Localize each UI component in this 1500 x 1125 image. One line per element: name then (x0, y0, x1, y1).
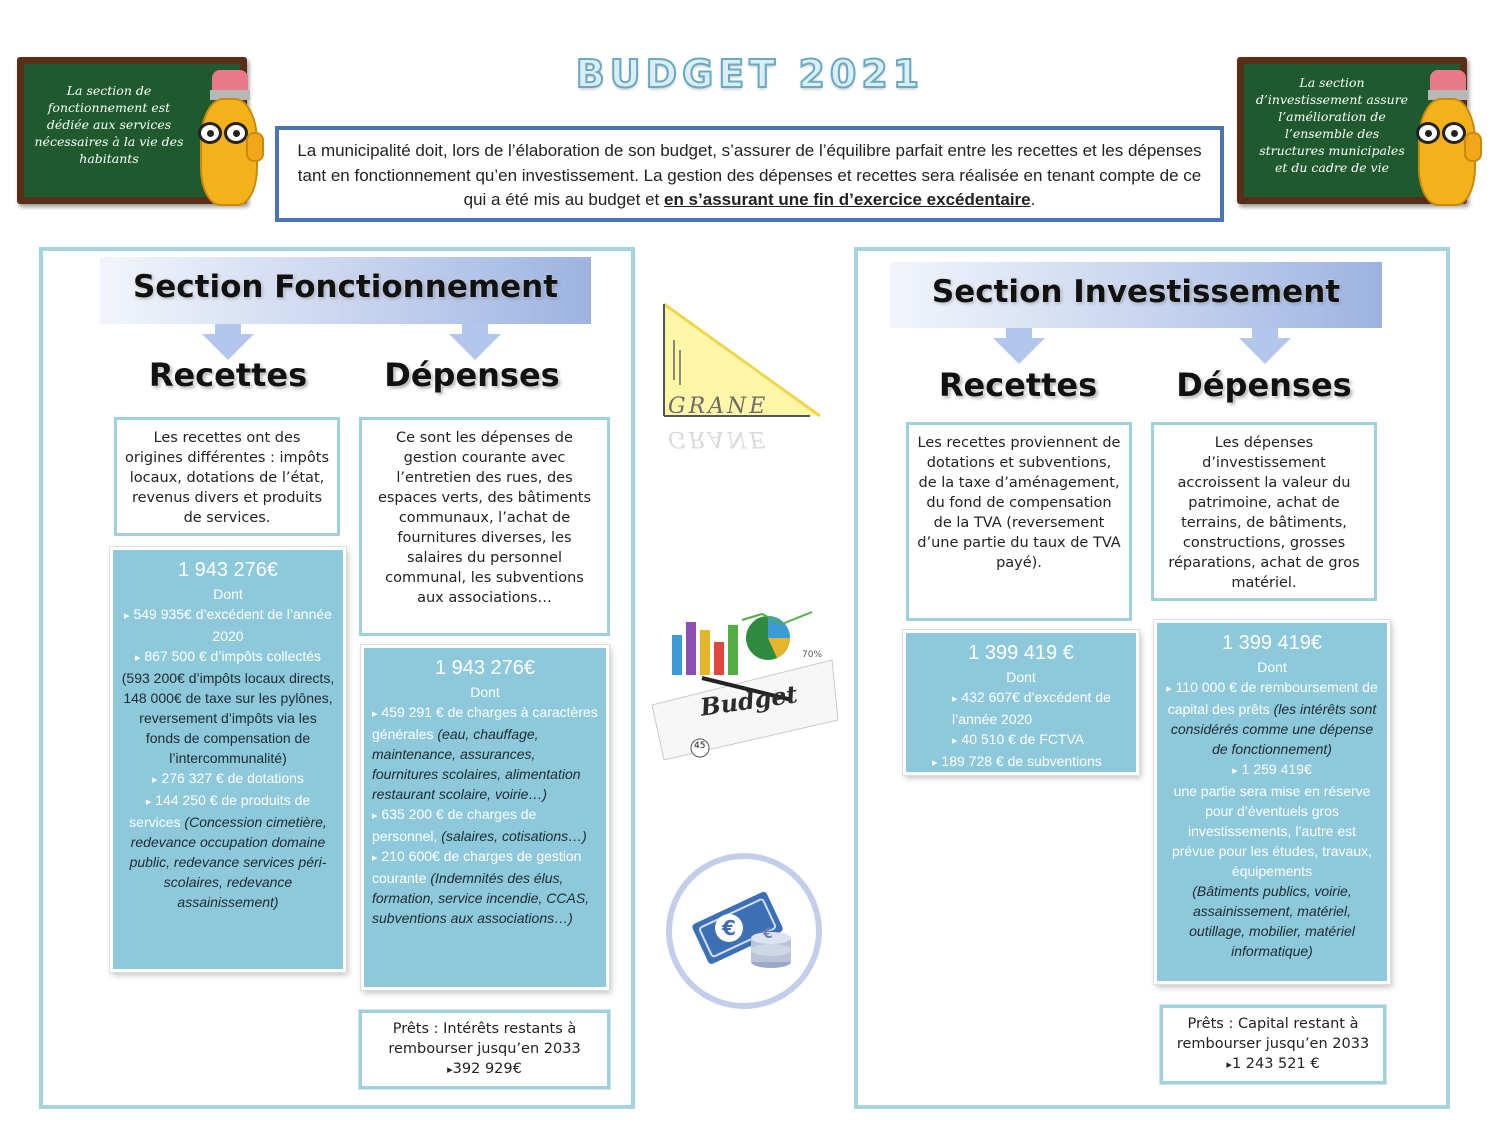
bullet-triangle-icon: ▸ (372, 810, 378, 822)
fonct-depenses-dont: Dont (470, 684, 500, 700)
section-fonctionnement-title: Section Fonctionnement (132, 269, 559, 305)
invest-depenses-heading: Dépenses (1176, 366, 1352, 404)
intro-box (275, 126, 1224, 222)
invest-depenses-item: 110 000 € de remboursement de capital des prêts (1167, 679, 1378, 717)
invest-recettes-item: 189 728 € de subventions (941, 753, 1102, 769)
invest-recettes-dont: Dont (1006, 669, 1036, 685)
fonct-recettes-item-detail: (593 200€ d’impôts locaux directs, 148 000€ de taxe sur les pylônes, reversement d’impôts via les fonds de compensation de l’intercommunalité) (121, 670, 335, 766)
money-coins-icon (663, 850, 825, 1012)
invest-loan-box (1160, 1005, 1386, 1084)
fonct-recettes-item: 867 500 € d’impôts collectés (144, 648, 322, 664)
invest-loan-value: 1 243 521 € (1231, 1056, 1320, 1072)
invest-recettes-item: 40 510 € de FCTVA (961, 731, 1085, 747)
invest-depenses-item: 1 259 419€ (1241, 761, 1312, 777)
fonct-depenses-detail (361, 645, 609, 990)
fonct-depenses-item-detail: (salaires, cotisations…) (441, 828, 587, 844)
fonct-loan-label: Prêts : Intérêts restants à rembourser jusqu’en 2033 (388, 1021, 581, 1057)
page-title: BUDGET 2021 (575, 52, 925, 96)
bullet-triangle-icon: ▸ (447, 1063, 453, 1076)
fonct-recettes-item: 144 250 € de produits de services (129, 792, 311, 830)
fonct-recettes-dont: Dont (213, 586, 243, 602)
fonct-depenses-total: 1 943 276€ (434, 657, 536, 679)
bullet-triangle-icon: ▸ (952, 735, 958, 747)
budget-pct-text: 70% (802, 650, 823, 660)
budget-illustration-text: Budget (698, 679, 800, 722)
fonct-depenses-item-detail: (Indemnités des élus, formation, service incendie, CCAS, subventions aux associations…) (372, 870, 590, 926)
invest-depenses-item-detail: (Bâtiments publics, voirie, assainissement, matériel, outillage, mobilier, matériel informatique) (1189, 883, 1355, 959)
svg-text:€: € (722, 916, 736, 940)
fonct-recettes-total: 1 943 276€ (177, 559, 279, 581)
chalkboard-right-text: La section d’investissement assure l’amélioration de l’ensemble des structures municipales et du cadre de vie (1255, 75, 1409, 175)
intro-end: . (1030, 190, 1036, 209)
invest-recettes-heading: Recettes (938, 366, 1098, 404)
budget-illustration (642, 610, 842, 760)
bullet-triangle-icon: ▸ (932, 757, 938, 769)
intro-emphasis: en s’assurant une fin d’exercice excédentaire (664, 190, 1031, 209)
fonct-depenses-item: 210 600€ de charges de gestion courante (372, 848, 582, 886)
fonct-recettes-detail (110, 547, 346, 972)
invest-recettes-item: 432 607€ d’excédent de l’année 2020 (952, 689, 1111, 727)
bullet-triangle-icon: ▸ (152, 774, 158, 786)
fonct-loan-value: 392 929€ (452, 1061, 522, 1077)
bullet-triangle-icon: ▸ (1226, 1058, 1232, 1071)
pencil-mascot-right-icon (1408, 70, 1488, 210)
invest-recettes-detail (903, 630, 1139, 775)
pencil-mascot-left-icon (190, 70, 270, 210)
intro-text: La municipalité doit, lors de l’élaboration de son budget, s’assurer de l’équilibre parfait entre les recettes et les dépenses tant en fonctionnement qu’en investissement. La gestion des dépenses et recettes sera réalisée en tenant compte de ce qui a été mis au budget et (297, 141, 1202, 209)
invest-depenses-total: 1 399 419€ (1221, 632, 1323, 654)
invest-depenses-description: Les dépenses d’investissement accroissent la valeur du patrimoine, achat de terrains, de bâtiments, constructions, grosses réparations, achat de gros matériel. (1151, 422, 1377, 601)
euro-symbol-text: € (763, 926, 773, 942)
fonct-depenses-item-detail: (eau, chauffage, maintenance, assurances, fournitures scolaires, alimentation restaurant scolaire, voirie…) (372, 726, 581, 802)
bullet-triangle-icon: ▸ (372, 708, 378, 720)
fonct-recettes-heading: Recettes (148, 356, 308, 394)
fonct-depenses-description: Ce sont les dépenses de gestion courante avec l’entretien des rues, des espaces verts, des bâtiments communaux, l’achat de fournitures diverses, les salaires du personnel communal, les subventions aux associations… (359, 417, 610, 636)
fonct-depenses-item: 459 291 € de charges à caractères générales (372, 704, 598, 742)
fonct-recettes-item: 549 935€ d’excédent de l’année 2020 (133, 606, 332, 644)
chalkboard-left-text: La section de fonctionnement est dédiée aux services nécessaires à la vie des habitants (34, 83, 184, 166)
section-investissement-banner (890, 262, 1382, 328)
invest-depenses-dont: Dont (1257, 659, 1287, 675)
budget-badge-text: 45 (694, 741, 706, 751)
grane-logo-reflection: GRANE (668, 426, 769, 451)
invest-loan-label: Prêts : Capital restant à rembourser jusqu’en 2033 (1176, 1016, 1370, 1052)
fonct-recettes-item-detail: (Concession cimetière, redevance occupation domaine public, redevance services péri-scolaires, redevance assainissement) (129, 814, 327, 910)
fonct-recettes-description: Les recettes ont des origines différentes : impôts locaux, dotations de l’état, revenus divers et produits de services. (114, 417, 340, 536)
section-investissement-title: Section Investissement (931, 274, 1341, 310)
arrow-down-icon (1239, 338, 1291, 364)
fonct-loan-box (359, 1010, 610, 1089)
fonct-depenses-item: 635 200 € de charges de personnel, (372, 806, 537, 844)
bullet-triangle-icon: ▸ (145, 796, 152, 808)
section-fonctionnement-banner (100, 257, 591, 324)
bullet-triangle-icon: ▸ (134, 652, 141, 664)
arrow-down-icon (993, 338, 1045, 364)
bullet-triangle-icon: ▸ (952, 693, 958, 705)
invest-depenses-detail (1154, 620, 1390, 984)
bullet-triangle-icon: ▸ (1232, 765, 1238, 777)
invest-recettes-description: Les recettes proviennent de dotations et subventions, de la taxe d’aménagement, du fond de compensation de la TVA (reversement d’une partie du taux de TVA payé). (906, 422, 1132, 621)
bullet-triangle-icon: ▸ (1166, 683, 1172, 695)
fonct-depenses-heading: Dépenses (384, 356, 560, 394)
fonct-recettes-item: 276 327 € de dotations (161, 770, 304, 786)
bullet-triangle-icon: ▸ (372, 852, 378, 864)
invest-recettes-total: 1 399 419 € (968, 642, 1074, 664)
bullet-triangle-icon: ▸ (124, 610, 130, 622)
grane-logo-text: GRANE (668, 394, 769, 419)
invest-depenses-item-text: une partie sera mise en réserve pour d’éventuels gros investissements, l’autre est prévue pour les études, travaux, équipements (1171, 783, 1372, 879)
invest-depenses-item-detail: (les intérêts sont considérés comme une dépense de fonctionnement) (1170, 701, 1377, 757)
